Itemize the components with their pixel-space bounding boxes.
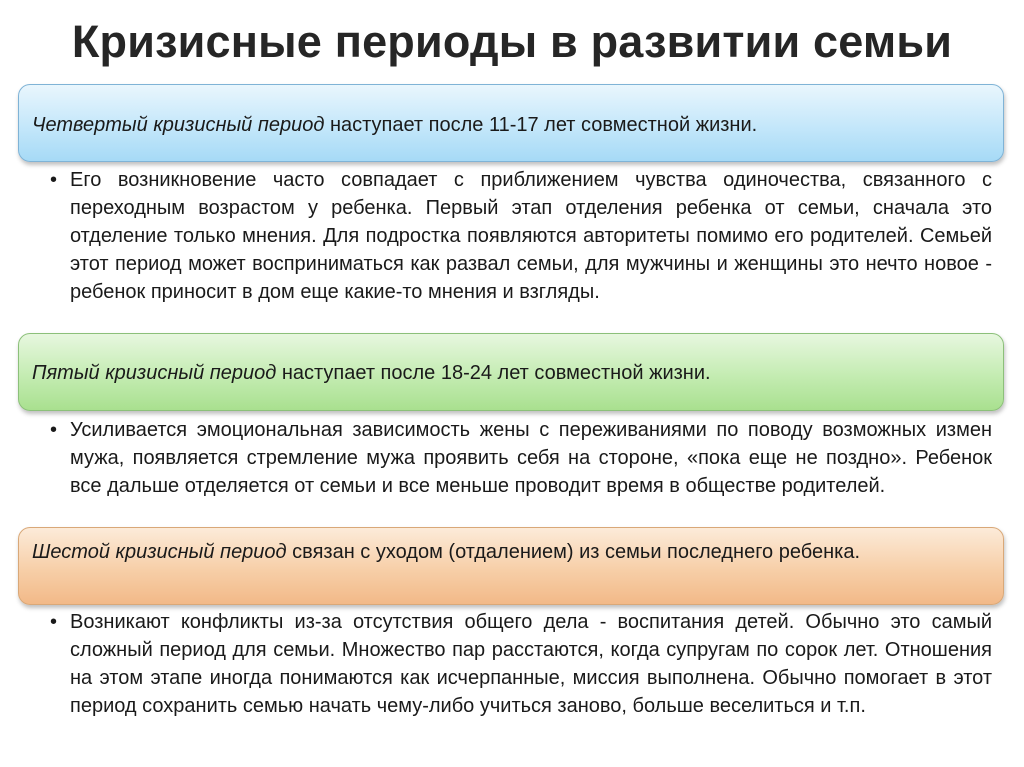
period-4-bullet-text: Его возникновение часто совпадает с приближением чувства одиночества, связанного с переходным возрастом у ребенка. Первый этап отделения ребенка от семьи, сначала это отделение только мнения. Для подростка появляются авторитеты помимо его родителей. Семьей этот период может восприниматься как развал семьи, для мужчины и женщины это нечто новое - ребенок приносит в дом еще какие-то мнения и взгляды. [70, 169, 992, 303]
period-6-box [18, 527, 1004, 605]
bullet-icon: • [50, 169, 58, 191]
period-5-heading-em: Пятый кризисный период [32, 362, 277, 384]
period-5-heading-rest: наступает после 18-24 лет совместной жизни. [276, 362, 711, 384]
period-6-heading-em: Шестой кризисный период [32, 541, 287, 563]
period-4-bullet [50, 166, 992, 306]
period-6-bullet-text: Возникают конфликты из-за отсутствия общего дела - воспитания детей. Обычно это самый сложный период для семьи. Множество пар расстаются, когда супругам по сорок лет. Отношения на этом этапе иногда понимаются как исчерпанные, миссия выполнена. Обычно помогает в этот период сохранить семью начать чему-либо учиться заново, больше веселиться и т.п. [70, 611, 992, 717]
period-4-heading-em: Четвертый кризисный период [32, 114, 325, 136]
bullet-icon: • [50, 419, 58, 441]
period-6-heading-rest: связан с уходом (отдалением) из семьи последнего ребенка. [286, 541, 861, 563]
period-5-bullet-text: Усиливается эмоциональная зависимость жены с переживаниями по поводу возможных измен мужа, появляется стремление мужа проявить себя на стороне, «пока еще не поздно». Ребенок все дальше отделяется от семьи и все меньше проводит время в обществе родителей. [70, 419, 992, 497]
period-5-box [18, 333, 1004, 411]
period-4-heading-rest: наступает после 11-17 лет совместной жизни. [324, 114, 758, 136]
period-4-box [18, 84, 1004, 162]
slide-title: Кризисные периоды в развитии семьи [71, 16, 953, 67]
period-5-bullet [50, 416, 992, 500]
bullet-icon: • [50, 611, 58, 633]
period-6-bullet [50, 608, 992, 720]
